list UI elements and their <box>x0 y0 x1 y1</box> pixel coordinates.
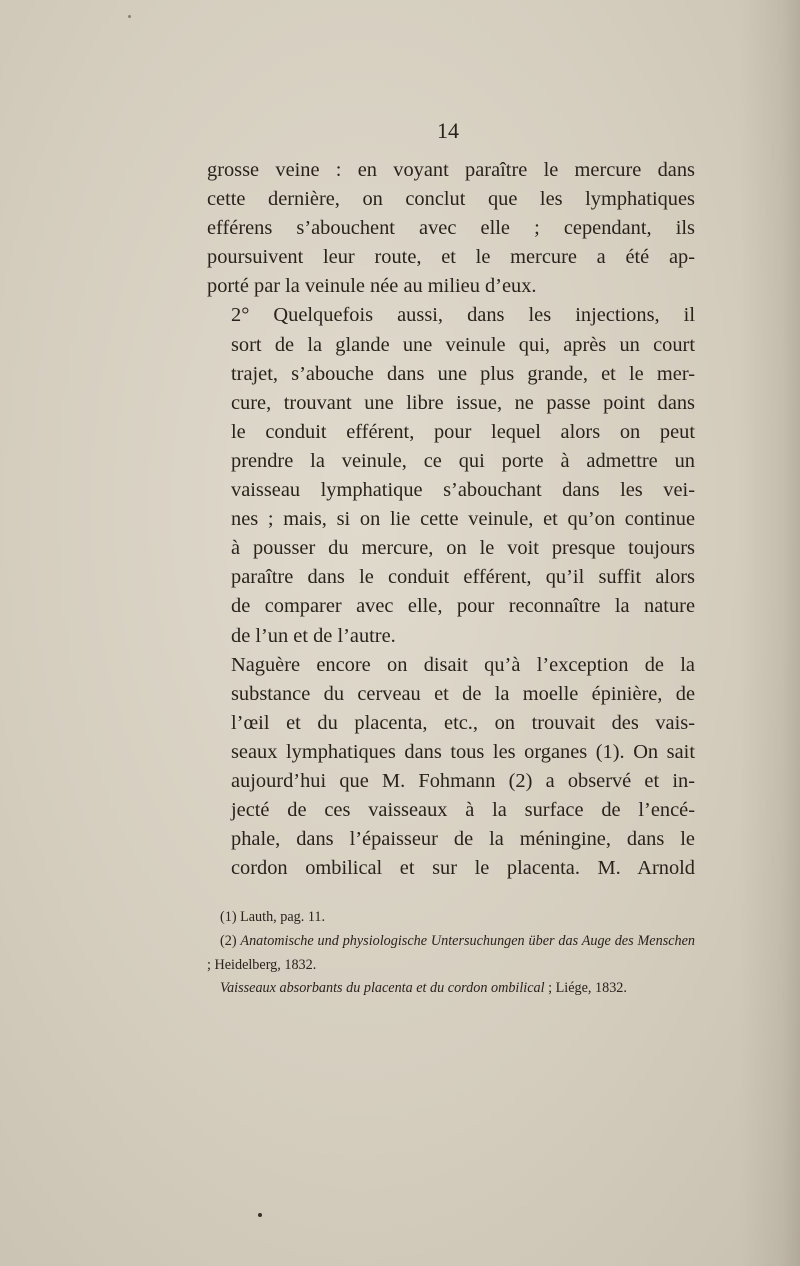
body-text <box>207 156 695 883</box>
text-line: jecté de ces vaisseaux à la surface de l’encé- <box>231 799 695 822</box>
text-line: cette dernière, on conclut que les lymphatiques <box>207 188 695 211</box>
text-line: sort de la glande une veinule qui, après un court <box>231 333 695 356</box>
text-line: porté par la veinule née au milieu d’eux. <box>207 275 537 298</box>
text-line: aujourd’hui que M. Fohmann (2) a observé et in- <box>231 769 695 792</box>
text-line: cure, trouvant une libre issue, ne passe point dans <box>231 391 695 414</box>
text-line: prendre la veinule, ce qui porte à admettre un <box>231 449 695 472</box>
footnote <box>207 906 695 930</box>
text-line: l’œil et du placenta, etc., on trouvait des vais- <box>231 711 695 734</box>
text-line: de comparer avec elle, pour reconnaître la nature <box>231 595 695 618</box>
text-line: phale, dans l’épaisseur de la méningine, dans le <box>231 828 695 851</box>
footnote-title: Anatomische und physiologische Untersuchungen über das Auge des Menschen <box>240 932 695 949</box>
footnotes <box>207 906 695 1001</box>
footnote <box>207 977 695 1001</box>
footnote-text: ; Liége, 1832. <box>544 980 627 997</box>
text-line: substance du cerveau et de la moelle épinière, de <box>231 682 695 705</box>
text-line: vaisseau lymphatique s’abouchant dans les vei- <box>231 479 695 502</box>
page-number: 14 <box>437 118 459 143</box>
text-line: paraître dans le conduit efférent, qu’il suffit alors <box>231 566 695 589</box>
paragraph <box>207 301 695 650</box>
text-line: 2° Quelquefois aussi, dans les injections, il <box>231 304 695 327</box>
text-line: trajet, s’abouche dans une plus grande, et le mer- <box>231 362 695 385</box>
footnote-text: ; Heidelberg, 1832. <box>207 956 317 973</box>
text-line: grosse veine : en voyant paraître le mercure dans <box>207 159 695 181</box>
footnote-marker: (1) <box>220 909 241 925</box>
paragraph <box>207 651 695 884</box>
footnote <box>207 930 695 978</box>
text-line: efférens s’abouchent avec elle ; cependant, ils <box>207 217 695 240</box>
text-line: à pousser du mercure, on le voit presque toujours <box>231 537 695 560</box>
text-line: nes ; mais, si on lie cette veinule, et qu’on continue <box>231 508 695 531</box>
text-line: Naguère encore on disait qu’à l’exception de la <box>231 653 695 676</box>
text-line: poursuivent leur route, et le mercure a été ap- <box>207 246 695 269</box>
paragraph <box>207 156 695 301</box>
text-line: le conduit efférent, pour lequel alors on peut <box>231 420 695 443</box>
paper-speck <box>128 15 131 18</box>
footnote-title: Vaisseaux absorbants du placenta et du cordon ombilical <box>220 980 545 997</box>
text-line: de l’un et de l’autre. <box>231 624 396 647</box>
text-line: cordon ombilical et sur le placenta. M. Arnold <box>231 857 695 880</box>
page-edge-shadow <box>740 0 800 1266</box>
footnote-marker: (2) <box>220 932 241 949</box>
text-line: seaux lymphatiques dans tous les organes (1). On sait <box>231 740 695 763</box>
paper-speck <box>258 1213 262 1217</box>
footnote-text: Lauth, pag. 11. <box>240 909 326 925</box>
